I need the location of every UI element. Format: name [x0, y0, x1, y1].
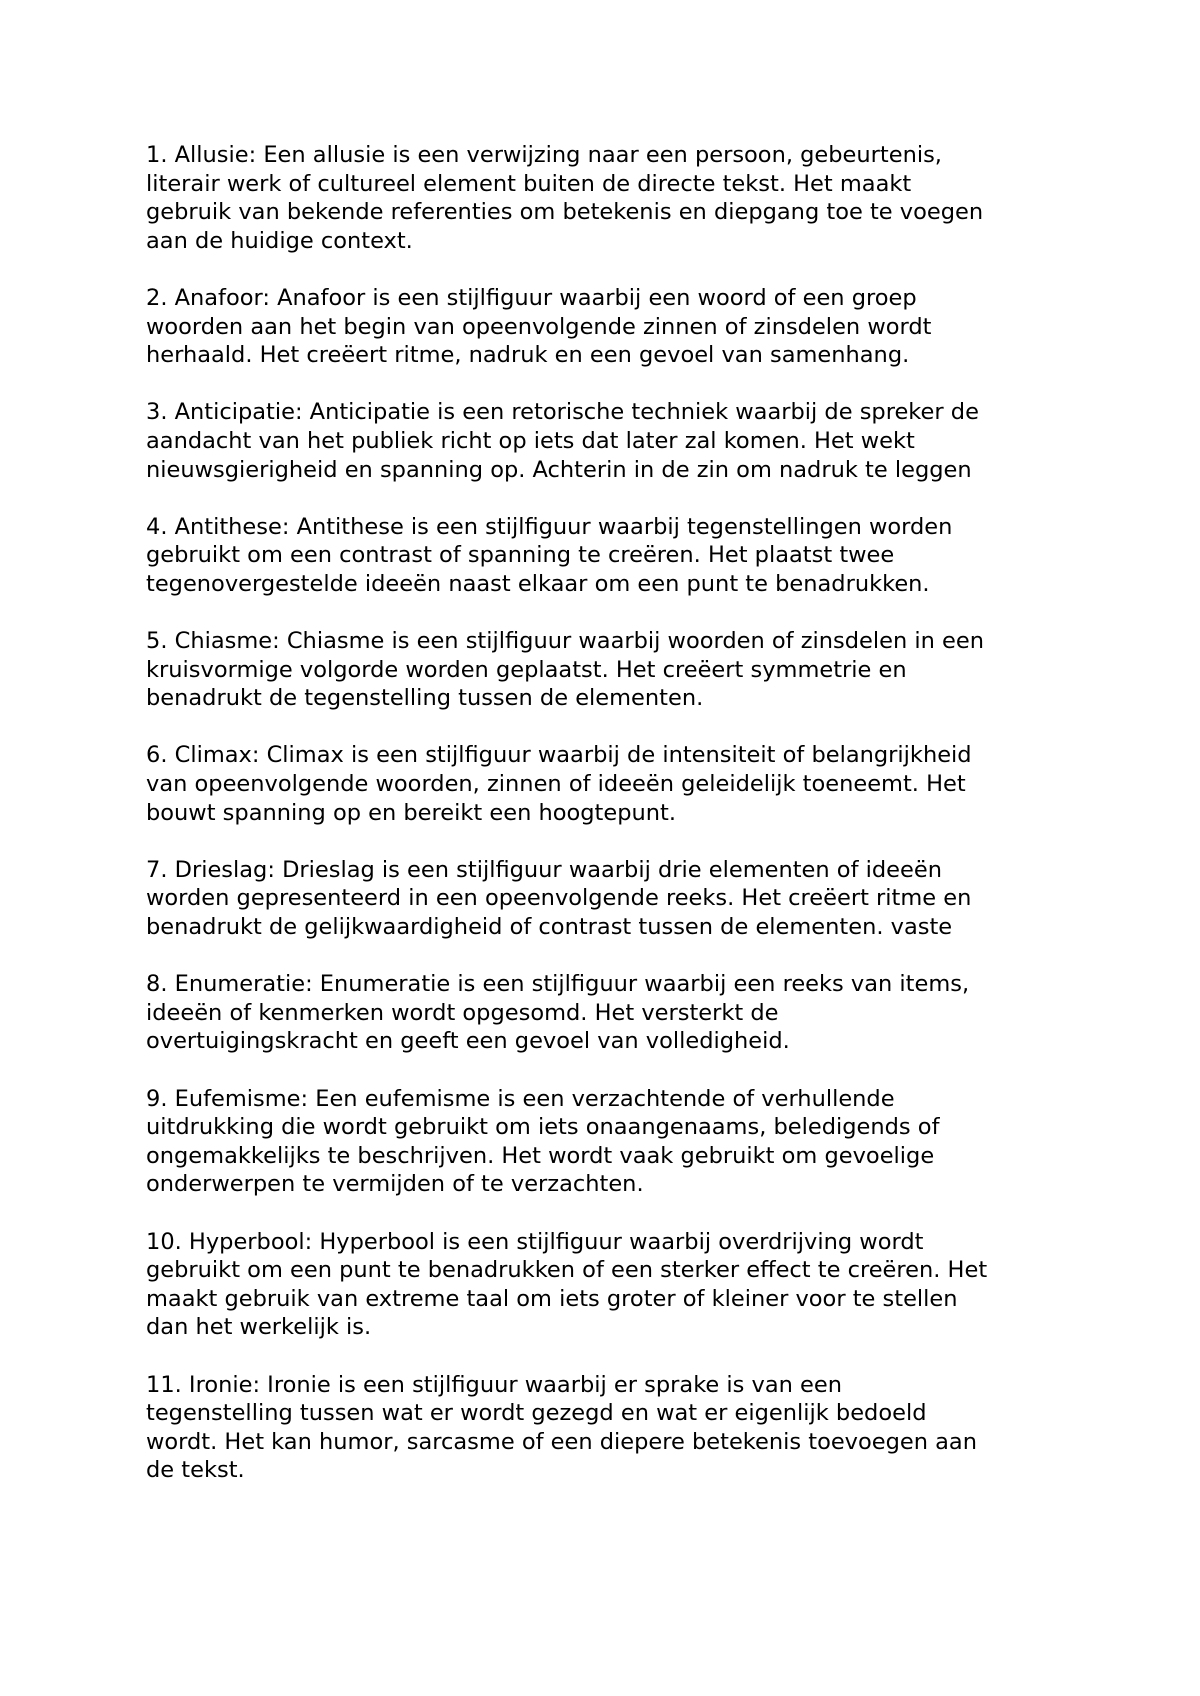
- text-line: 5. Chiasme: Chiasme is een stijlfiguur waarbij woorden of zinsdelen in een: [146, 628, 985, 655]
- text-line: 2. Anafoor: Anafoor is een stijlfiguur waarbij een woord of een groep: [146, 284, 917, 311]
- text-line: van opeenvolgende woorden, zinnen of ideeën geleidelijk toeneemt. Het: [146, 771, 966, 798]
- text-line: uitdrukking die wordt gebruikt om iets onaangenaams, beledigends of: [146, 1114, 940, 1141]
- text-line: maakt gebruik van extreme taal om iets groter of kleiner voor te stellen: [146, 1285, 958, 1312]
- text-line: literair werk of cultureel element buiten de directe tekst. Het maakt: [146, 170, 912, 197]
- text-line: onderwerpen te vermijden of te verzachten.: [146, 1171, 644, 1198]
- text-line: 3. Anticipatie: Anticipatie is een retorische techniek waarbij de spreker de: [146, 399, 979, 426]
- text-line: 4. Antithese: Antithese is een stijlfiguur waarbij tegenstellingen worden: [146, 513, 953, 540]
- list-item: [146, 741, 1066, 827]
- text-line: 8. Enumeratie: Enumeratie is een stijlfiguur waarbij een reeks van items,: [146, 971, 970, 998]
- text-line: overtuigingskracht en geeft een gevoel van volledigheid.: [146, 1028, 790, 1055]
- text-line: ideeën of kenmerken wordt opgesomd. Het versterkt de: [146, 999, 779, 1026]
- list-item: [146, 1085, 1066, 1199]
- document-body: [146, 141, 1066, 1514]
- list-item: [146, 141, 1066, 255]
- text-line: kruisvormige volgorde worden geplaatst. Het creëert symmetrie en: [146, 656, 907, 683]
- list-item: [146, 856, 1066, 942]
- text-line: herhaald. Het creëert ritme, nadruk en een gevoel van samenhang.: [146, 342, 910, 369]
- text-line: de tekst.: [146, 1457, 245, 1484]
- text-line: ongemakkelijks te beschrijven. Het wordt vaak gebruikt om gevoelige: [146, 1142, 935, 1169]
- text-line: 6. Climax: Climax is een stijlfiguur waarbij de intensiteit of belangrijkheid: [146, 742, 972, 769]
- text-line: dan het werkelijk is.: [146, 1314, 372, 1341]
- text-line: benadrukt de tegenstelling tussen de elementen.: [146, 685, 704, 712]
- text-line: 9. Eufemisme: Een eufemisme is een verzachtende of verhullende: [146, 1085, 895, 1112]
- list-item: [146, 627, 1066, 713]
- text-line: gebruikt om een contrast of spanning te creëren. Het plaatst twee: [146, 542, 895, 569]
- list-item: [146, 970, 1066, 1056]
- text-line: worden gepresenteerd in een opeenvolgende reeks. Het creëert ritme en: [146, 885, 972, 912]
- text-line: aandacht van het publiek richt op iets dat later zal komen. Het wekt: [146, 427, 915, 454]
- text-line: 7. Drieslag: Drieslag is een stijlfiguur waarbij drie elementen of ideeën: [146, 856, 942, 883]
- text-line: wordt. Het kan humor, sarcasme of een diepere betekenis toevoegen aan: [146, 1428, 977, 1455]
- list-item: [146, 398, 1066, 484]
- text-line: gebruikt om een punt te benadrukken of een sterker effect te creëren. Het: [146, 1257, 988, 1284]
- text-line: aan de huidige context.: [146, 227, 413, 254]
- text-line: bouwt spanning op en bereikt een hoogtepunt.: [146, 799, 676, 826]
- text-line: nieuwsgierigheid en spanning op. Achterin in de zin om nadruk te leggen: [146, 456, 972, 483]
- list-item: [146, 1228, 1066, 1342]
- text-line: 10. Hyperbool: Hyperbool is een stijlfiguur waarbij overdrijving wordt: [146, 1228, 924, 1255]
- list-item: [146, 513, 1066, 599]
- text-line: woorden aan het begin van opeenvolgende zinnen of zinsdelen wordt: [146, 313, 932, 340]
- text-line: 11. Ironie: Ironie is een stijlfiguur waarbij er sprake is van een: [146, 1371, 843, 1398]
- text-line: benadrukt de gelijkwaardigheid of contrast tussen de elementen. vaste: [146, 914, 953, 941]
- list-item: [146, 284, 1066, 370]
- text-line: 1. Allusie: Een allusie is een verwijzing naar een persoon, gebeurtenis,: [146, 142, 942, 168]
- text-line: tegenstelling tussen wat er wordt gezegd en wat er eigenlijk bedoeld: [146, 1400, 927, 1427]
- text-line: gebruik van bekende referenties om betekenis en diepgang toe te voegen: [146, 199, 984, 226]
- list-item: [146, 1371, 1066, 1485]
- text-line: tegenovergestelde ideeën naast elkaar om een punt te benadrukken.: [146, 570, 930, 597]
